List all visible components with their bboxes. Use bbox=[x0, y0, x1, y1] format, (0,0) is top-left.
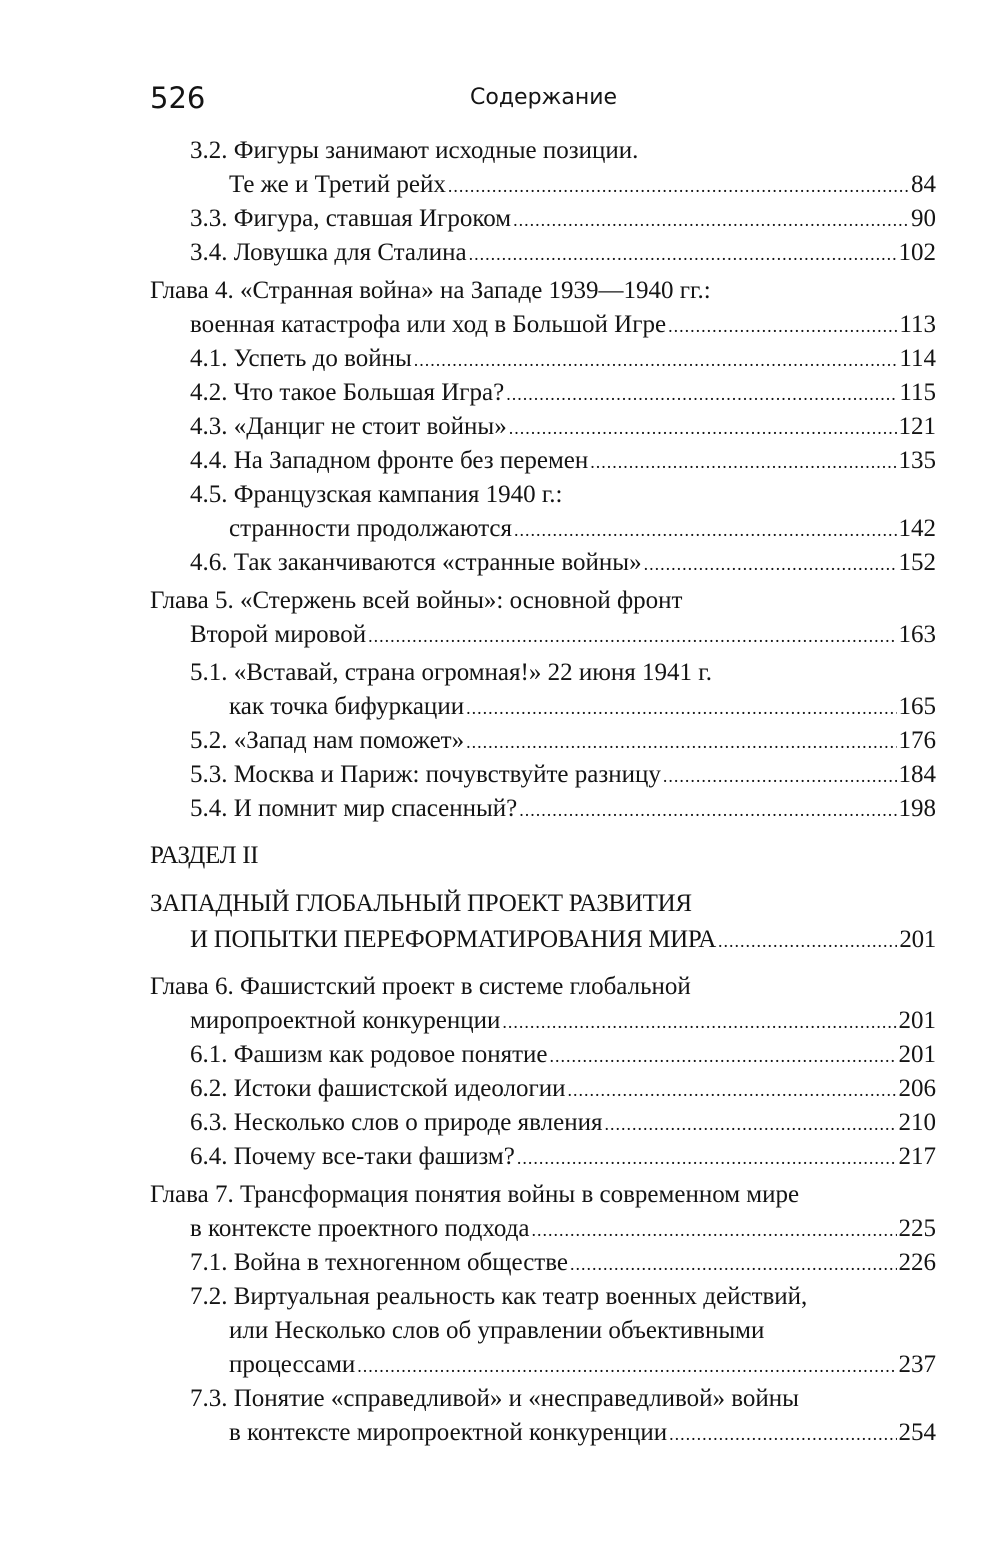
toc-text: 5.4. И помнит мир спасенный? bbox=[190, 795, 518, 822]
toc-entry bbox=[150, 202, 936, 236]
toc-page: 152 bbox=[898, 549, 936, 576]
toc-text: 4.1. Успеть до войны bbox=[190, 345, 412, 372]
toc-entry bbox=[150, 1106, 936, 1140]
toc-page: 201 bbox=[898, 1041, 936, 1068]
dot-leader bbox=[669, 1417, 896, 1451]
toc-entry bbox=[150, 168, 936, 202]
toc-text: 5.2. «Запад нам поможет» bbox=[190, 727, 465, 754]
dot-leader bbox=[604, 1107, 896, 1141]
toc-entry bbox=[150, 690, 936, 724]
toc-line bbox=[150, 134, 936, 168]
toc-page: 142 bbox=[898, 515, 936, 542]
dot-leader bbox=[570, 1247, 897, 1281]
toc-page: 113 bbox=[899, 311, 936, 338]
toc-text: процессами bbox=[229, 1351, 356, 1378]
dot-leader bbox=[368, 619, 896, 653]
toc-page: 90 bbox=[911, 205, 936, 232]
toc-entry bbox=[150, 1246, 936, 1280]
toc-entry bbox=[150, 922, 936, 958]
section-heading bbox=[150, 886, 936, 922]
chapter-title bbox=[150, 274, 936, 308]
toc-text: 7.1. Война в техногенном обществе bbox=[190, 1249, 568, 1276]
toc-text: 4.4. На Западном фронте без перемен bbox=[190, 447, 589, 474]
page-header bbox=[150, 80, 938, 120]
toc-entry bbox=[150, 1416, 936, 1450]
toc-page: 254 bbox=[898, 1419, 936, 1446]
toc-entry bbox=[150, 308, 936, 342]
dot-leader bbox=[502, 1005, 896, 1039]
dot-leader bbox=[519, 793, 896, 827]
dot-leader bbox=[718, 923, 897, 959]
toc-page: 201 bbox=[899, 926, 936, 953]
toc-text: странности продолжаются bbox=[229, 515, 513, 542]
toc-page: 226 bbox=[898, 1249, 936, 1276]
toc-page: 217 bbox=[898, 1143, 936, 1170]
dot-leader bbox=[550, 1039, 897, 1073]
toc-text: И ПОПЫТКИ ПЕРЕФОРМАТИРОВАНИЯ МИРА bbox=[190, 926, 717, 953]
toc-page: 165 bbox=[898, 693, 936, 720]
toc-text: Глава 5. «Стержень всей войны»: основной фронт bbox=[150, 587, 683, 614]
toc-line bbox=[150, 478, 936, 512]
dot-leader bbox=[466, 691, 896, 725]
toc-text: миропроектной конкуренции bbox=[190, 1007, 501, 1034]
toc-page: 237 bbox=[898, 1351, 936, 1378]
toc-entry bbox=[150, 1038, 936, 1072]
toc-entry bbox=[150, 1004, 936, 1038]
toc-text: 5.3. Москва и Париж: почувствуйте разницу bbox=[190, 761, 661, 788]
toc-page: 121 bbox=[898, 413, 936, 440]
toc-page: 201 bbox=[898, 1007, 936, 1034]
dot-leader bbox=[663, 759, 897, 793]
dot-leader bbox=[513, 203, 909, 237]
chapter-title bbox=[150, 970, 936, 1004]
toc-entry bbox=[150, 1212, 936, 1246]
dot-leader bbox=[469, 237, 897, 271]
toc-text: или Несколько слов об управлении объективными bbox=[229, 1317, 765, 1344]
toc-page: 206 bbox=[898, 1075, 936, 1102]
toc-text: Глава 6. Фашистский проект в системе глобальной bbox=[150, 973, 691, 1000]
toc-text: 6.2. Истоки фашистской идеологии bbox=[190, 1075, 566, 1102]
toc-text: 4.2. Что такое Большая Игра? bbox=[190, 379, 505, 406]
toc-entry bbox=[150, 1140, 936, 1174]
toc-text: 7.2. Виртуальная реальность как театр военных действий, bbox=[190, 1283, 808, 1310]
toc-page: 176 bbox=[898, 727, 936, 754]
toc-page: 210 bbox=[898, 1109, 936, 1136]
dot-leader bbox=[514, 513, 896, 547]
dot-leader bbox=[590, 445, 896, 479]
toc-text: 4.3. «Данциг не стоит войны» bbox=[190, 413, 507, 440]
toc-entry bbox=[150, 342, 936, 376]
dot-leader bbox=[506, 377, 897, 411]
dot-leader bbox=[532, 1213, 897, 1247]
toc-entry bbox=[150, 236, 936, 270]
toc-text: 4.6. Так заканчиваются «странные войны» bbox=[190, 549, 642, 576]
toc-text: 3.4. Ловушка для Сталина bbox=[190, 239, 467, 266]
toc-page: 102 bbox=[898, 239, 936, 266]
toc-page: 198 bbox=[898, 795, 936, 822]
toc-entry bbox=[150, 546, 936, 580]
toc-text: военная катастрофа или ход в Большой Игре bbox=[190, 311, 667, 338]
toc-entry bbox=[150, 444, 936, 478]
toc-page: 225 bbox=[898, 1215, 936, 1242]
section-title bbox=[150, 838, 936, 874]
toc-text: Второй мировой bbox=[190, 621, 367, 648]
toc-page: 114 bbox=[899, 345, 936, 372]
toc-line bbox=[150, 1314, 936, 1348]
toc-text: 4.5. Французская кампания 1940 г.: bbox=[190, 481, 563, 508]
toc-text: ЗАПАДНЫЙ ГЛОБАЛЬНЫЙ ПРОЕКТ РАЗВИТИЯ bbox=[150, 890, 692, 917]
toc-text: как точка бифуркации bbox=[229, 693, 465, 720]
table-of-contents bbox=[150, 134, 936, 1450]
toc-entry bbox=[150, 1072, 936, 1106]
dot-leader bbox=[448, 169, 909, 203]
toc-text: 6.1. Фашизм как родовое понятие bbox=[190, 1041, 548, 1068]
toc-entry bbox=[150, 618, 936, 652]
toc-page: 163 bbox=[898, 621, 936, 648]
toc-text: 3.2. Фигуры занимают исходные позиции. bbox=[190, 137, 639, 164]
chapter-title bbox=[150, 584, 936, 618]
dot-leader bbox=[668, 309, 897, 343]
toc-line bbox=[150, 656, 936, 690]
dot-leader bbox=[567, 1073, 896, 1107]
toc-line bbox=[150, 1280, 936, 1314]
toc-page: 115 bbox=[899, 379, 936, 406]
dot-leader bbox=[509, 411, 897, 445]
toc-text: 6.4. Почему все-таки фашизм? bbox=[190, 1143, 515, 1170]
toc-text: 6.3. Несколько слов о природе явления bbox=[190, 1109, 603, 1136]
toc-text: 3.3. Фигура, ставшая Игроком bbox=[190, 205, 512, 232]
toc-page: 84 bbox=[911, 171, 936, 198]
toc-text: в контексте миропроектной конкуренции bbox=[229, 1419, 668, 1446]
chapter-title bbox=[150, 1178, 936, 1212]
toc-entry bbox=[150, 758, 936, 792]
running-title: Содержание bbox=[470, 85, 618, 110]
toc-text: Глава 7. Трансформация понятия войны в современном мире bbox=[150, 1181, 800, 1208]
toc-entry bbox=[150, 410, 936, 444]
dot-leader bbox=[357, 1349, 896, 1383]
toc-text: Глава 4. «Странная война» на Западе 1939—1940 гг.: bbox=[150, 277, 711, 304]
page-number: 526 bbox=[150, 81, 206, 115]
toc-text: РАЗДЕЛ II bbox=[150, 842, 259, 869]
toc-entry bbox=[150, 724, 936, 758]
toc-entry bbox=[150, 792, 936, 826]
dot-leader bbox=[466, 725, 896, 759]
dot-leader bbox=[644, 547, 897, 581]
dot-leader bbox=[414, 343, 898, 377]
toc-text: 5.1. «Вставай, страна огромная!» 22 июня 1941 г. bbox=[190, 659, 712, 686]
toc-page: 184 bbox=[898, 761, 936, 788]
toc-entry bbox=[150, 1348, 936, 1382]
toc-text: Те же и Третий рейх bbox=[229, 171, 446, 198]
toc-text: в контексте проектного подхода bbox=[190, 1215, 530, 1242]
toc-entry bbox=[150, 512, 936, 546]
toc-entry bbox=[150, 376, 936, 410]
toc-line bbox=[150, 1382, 936, 1416]
toc-page: 135 bbox=[898, 447, 936, 474]
toc-text: 7.3. Понятие «справедливой» и «несправедливой» войны bbox=[190, 1385, 799, 1412]
dot-leader bbox=[517, 1141, 897, 1175]
